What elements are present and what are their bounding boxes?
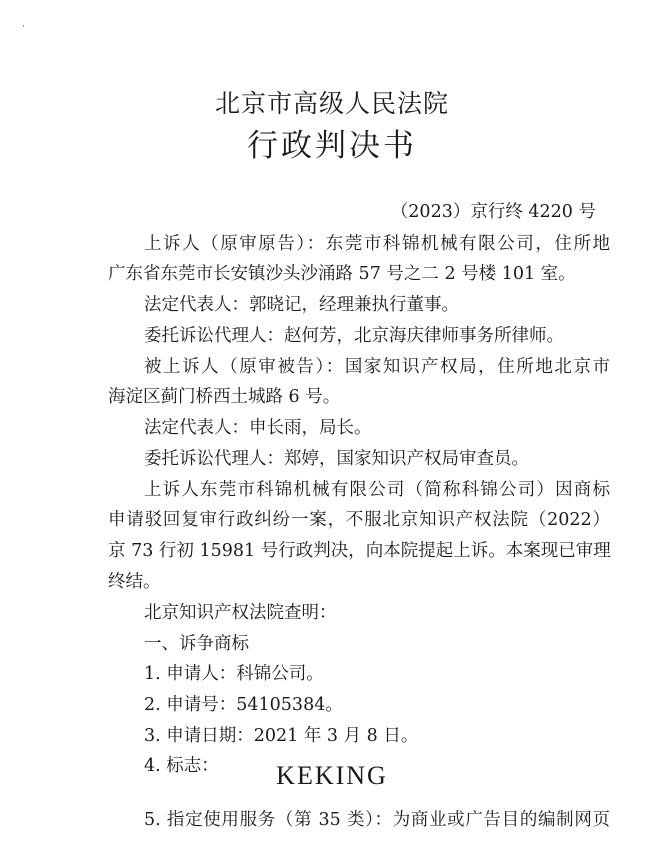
- intro-line-4: 终结。: [108, 572, 161, 592]
- trademark-text: KEKING: [276, 761, 388, 790]
- list-item-application-number: 2. 申请号：54105384。: [144, 695, 343, 715]
- list-item-application-date: 3. 申请日期：2021 年 3 月 8 日。: [144, 726, 419, 746]
- finding-heading: 北京知识产权法院查明：: [144, 603, 337, 623]
- list-item-designated-services: 5. 指定使用服务（第 35 类）：为商业或广告目的编制网页: [144, 810, 610, 830]
- appellant-line-2: 广东省东莞市长安镇沙头沙涌路 57 号之二 2 号楼 101 室。: [108, 264, 576, 284]
- appellant-agent: 委托诉讼代理人：赵何芳，北京海庆律师事务所律师。: [144, 326, 564, 346]
- appellant-line-1: 上诉人（原审原告）：东莞市科锦机械有限公司，住所地: [144, 234, 610, 254]
- appellee-agent: 委托诉讼代理人：郑婷，国家知识产权局审查员。: [144, 449, 529, 469]
- appellee-line-2: 海淀区蓟门桥西土城路 6 号。: [108, 387, 341, 407]
- appellee-line-1: 被上诉人（原审被告）：国家知识产权局，住所地北京市: [144, 357, 610, 377]
- section-heading-1: 一、诉争商标: [144, 634, 249, 654]
- court-name: 北京市高级人民法院: [214, 89, 449, 118]
- list-item-applicant: 1. 申请人：科锦公司。: [144, 664, 324, 684]
- appellee-representative: 法定代表人：申长雨，局长。: [144, 418, 372, 438]
- list-item-mark-label: 4. 标志：: [144, 756, 219, 776]
- document-type: 行政判决书: [247, 128, 417, 164]
- intro-line-2: 申请驳回复审行政纠纷一案，不服北京知识产权法院（2022）: [108, 510, 610, 530]
- intro-line-1: 上诉人东莞市科锦机械有限公司（简称科锦公司）因商标: [144, 480, 610, 500]
- scan-speck: ·: [22, 22, 25, 32]
- intro-line-3: 京 73 行初 15981 号行政判决，向本院提起上诉。本案现已审理: [108, 541, 611, 561]
- appellant-representative: 法定代表人：郭晓记，经理兼执行董事。: [144, 295, 459, 315]
- case-number: （2023）京行终 4220 号: [390, 202, 596, 222]
